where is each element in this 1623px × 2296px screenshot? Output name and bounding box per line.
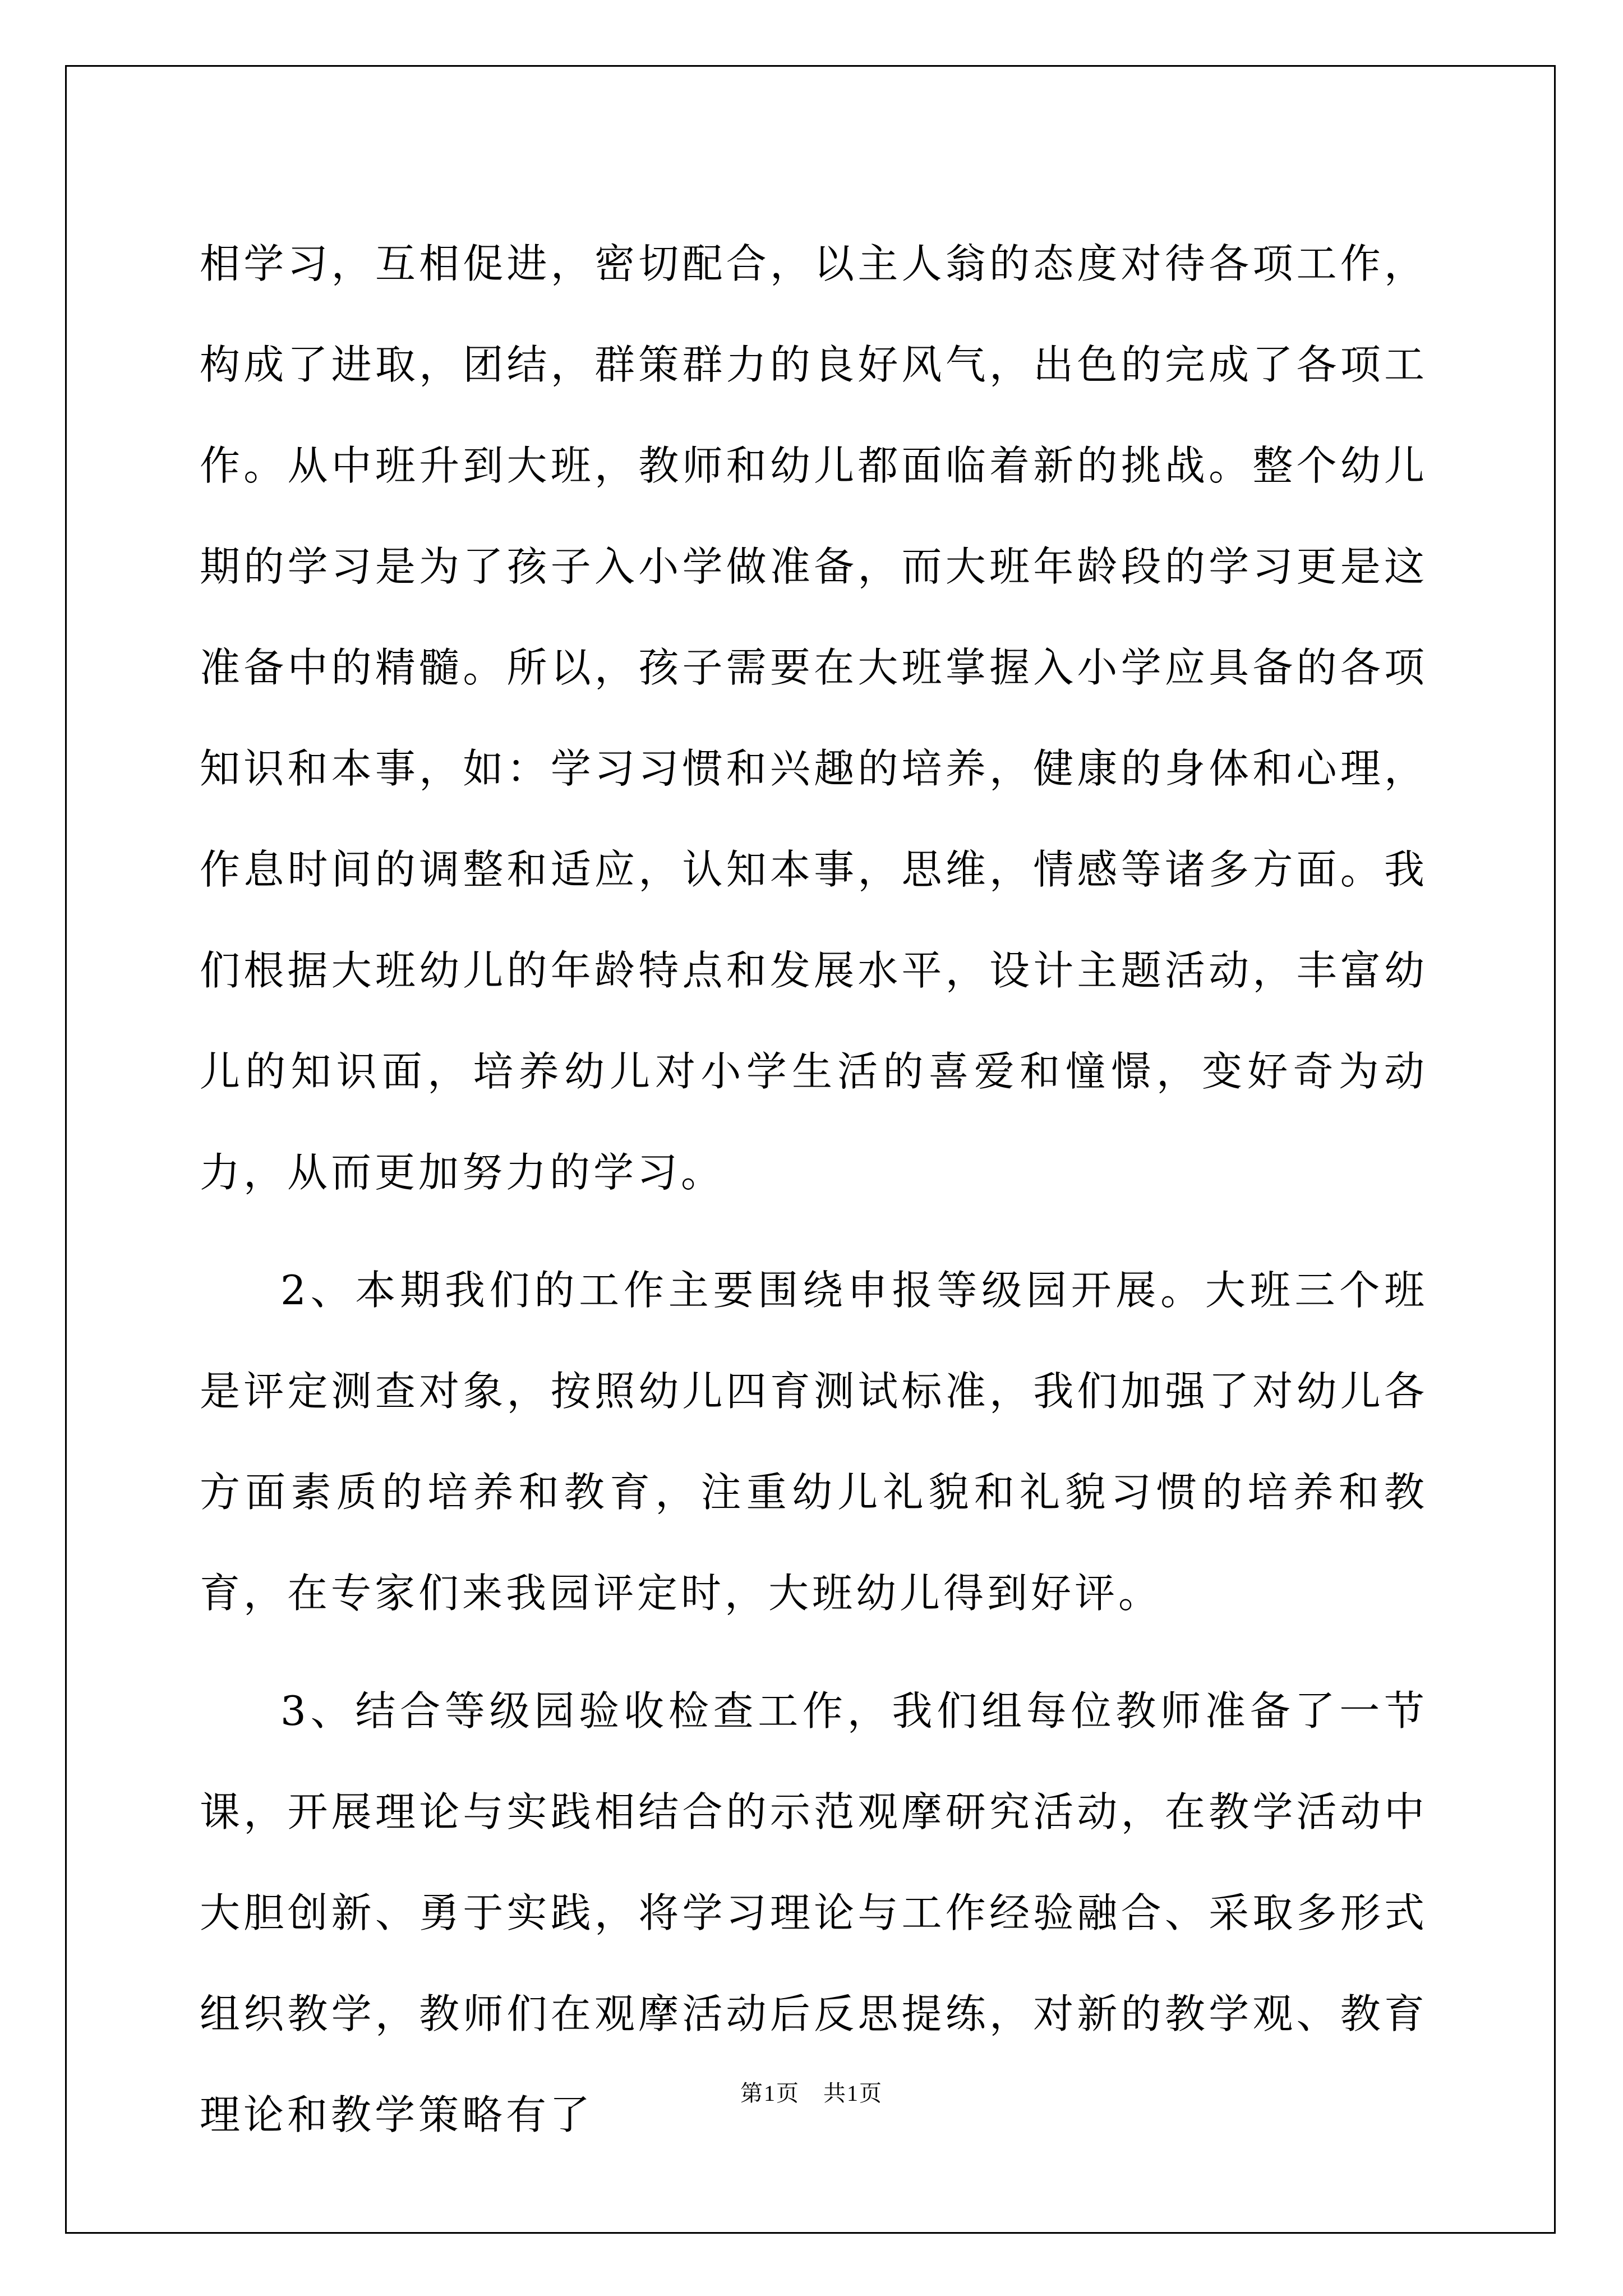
paragraph-1: 相学习，互相促进，密切配合，以主人翁的态度对待各项工作，构成了进取，团结，群策群力的良好风气，出色的完成了各项工作。从中班升到大班，教师和幼儿都面临着新的挑战。整个幼儿期的学习是为了孩子入小学做准备，而大班年龄段的学习更是这准备中的精髓。所以，孩子需要在大班掌握入小学应具备的各项知识和本事，如：学习习惯和兴趣的培养，健康的身体和心理，作息时间的调整和适应，认知本事，思维，情感等诸多方面。我们根据大班幼儿的年龄特点和发展水平，设计主题活动，丰富幼儿的知识面，培养幼儿对小学生活的喜爱和憧憬，变好奇为动力，从而更加努力的学习。	[200, 240, 1428, 1196]
page-footer: 第1页 共1页	[740, 2081, 883, 2106]
paragraph-2: 2、本期我们的工作主要围绕申报等级园开展。大班三个班是评定测查对象，按照幼儿四育测试标准，我们加强了对幼儿各方面素质的培养和教育，注重幼儿礼貌和礼貌习惯的培养和教育，在专家们来我园评定时，大班幼儿得到好评。	[200, 1267, 1428, 1617]
document-body	[200, 213, 1428, 2165]
paragraph-3: 3、结合等级园验收检查工作，我们组每位教师准备了一节课，开展理论与实践相结合的示范观摩研究活动，在教学活动中大胆创新、勇于实践，将学习理论与工作经验融合、采取多形式组织教学，教师们在观摩活动后反思提练，对新的教学观、教育理论和教学策略有了	[200, 1687, 1428, 2138]
